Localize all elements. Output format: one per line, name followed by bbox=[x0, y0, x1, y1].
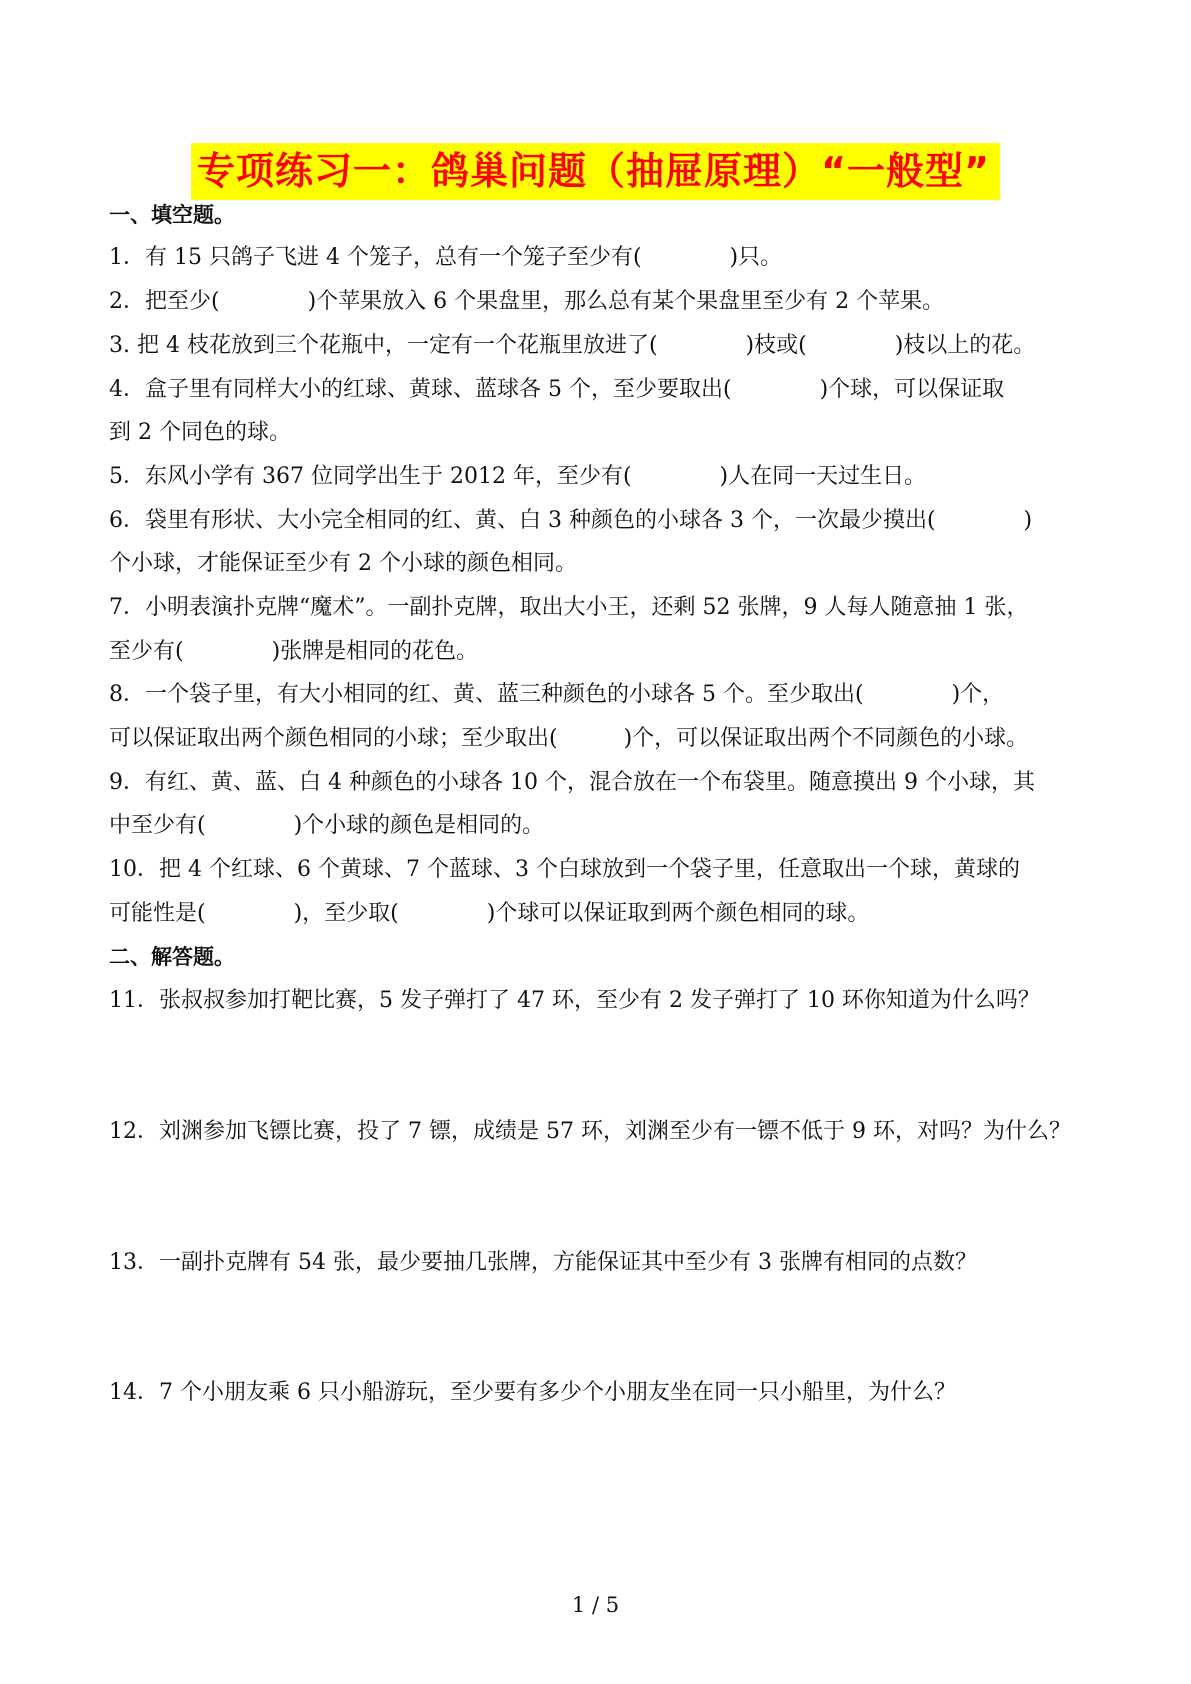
question-14: 14．7 个小朋友乘 6 只小船游玩，至少要有多少个小朋友坐在同一只小船里，为什么？ bbox=[109, 1380, 956, 1405]
question-4-line-1: 4．盒子里有同样大小的红球、黄球、蓝球各 5 个，至少要取出( )个球，可以保证取 bbox=[109, 377, 1005, 402]
question-6-line-1: 6．袋里有形状、大小完全相同的红、黄、白 3 种颜色的小球各 3 个，一次最少摸出( ) bbox=[109, 508, 1033, 533]
question-7-line-2: 至少有( )张牌是相同的花色。 bbox=[109, 639, 479, 664]
question-1: 1．有 15 只鸽子飞进 4 个笼子，总有一个笼子至少有( )只。 bbox=[109, 245, 783, 270]
section-heading-answer: 二、解答题。 bbox=[109, 945, 235, 969]
page-number: 1 / 5 bbox=[571, 1593, 620, 1617]
question-6-line-2: 个小球，才能保证至少有 2 个小球的颜色相同。 bbox=[109, 551, 577, 576]
question-12: 12．刘渊参加飞镖比赛，投了 7 镖，成绩是 57 环，刘渊至少有一镖不低于 9 环，对吗？为什么？ bbox=[109, 1119, 1071, 1144]
question-9-line-2: 中至少有( )个小球的颜色是相同的。 bbox=[109, 813, 545, 838]
question-9-line-1: 9．有红、黄、蓝、白 4 种颜色的小球各 10 个，混合放在一个布袋里。随意摸出 9 个小球，其 bbox=[109, 770, 1035, 795]
question-7-line-1: 7．小明表演扑克牌“魔术”。一副扑克牌，取出大小王，还剩 52 张牌，9 人每人随意抽 1 张， bbox=[109, 595, 1029, 620]
question-4-line-2: 到 2 个同色的球。 bbox=[109, 420, 291, 445]
question-8-line-2: 可以保证取出两个颜色相同的小球；至少取出( )个，可以保证取出两个不同颜色的小球。 bbox=[109, 726, 1029, 751]
page-title: 专项练习一：鸽巢问题（抽屉原理）“一般型” bbox=[191, 143, 1000, 200]
question-10-line-1: 10．把 4 个红球、6 个黄球、7 个蓝球、3 个白球放到一个袋子里，任意取出一个球，黄球的 bbox=[109, 857, 1020, 882]
section-heading-fill-blank: 一、填空题。 bbox=[109, 203, 235, 227]
question-5: 5．东风小学有 367 位同学出生于 2012 年，至少有( )人在同一天过生日。 bbox=[109, 464, 927, 489]
question-3: 3. 把 4 枝花放到三个花瓶中，一定有一个花瓶里放进了( )枝或( )枝以上的花。 bbox=[109, 333, 1036, 358]
question-8-line-1: 8．一个袋子里，有大小相同的红、黄、蓝三种颜色的小球各 5 个。至少取出( )个， bbox=[109, 682, 1005, 707]
question-2: 2．把至少( )个苹果放入 6 个果盘里，那么总有某个果盘里至少有 2 个苹果。 bbox=[109, 289, 945, 314]
question-11: 11．张叔叔参加打靶比赛，5 发子弹打了 47 环，至少有 2 发子弹打了 10 环你知道为什么吗？ bbox=[109, 988, 1040, 1013]
title-banner bbox=[0, 143, 1191, 200]
question-10-line-2: 可能性是( )，至少取( )个球可以保证取到两个颜色相同的球。 bbox=[109, 901, 870, 926]
question-13: 13．一副扑克牌有 54 张，最少要抽几张牌，方能保证其中至少有 3 张牌有相同的点数？ bbox=[109, 1250, 977, 1275]
